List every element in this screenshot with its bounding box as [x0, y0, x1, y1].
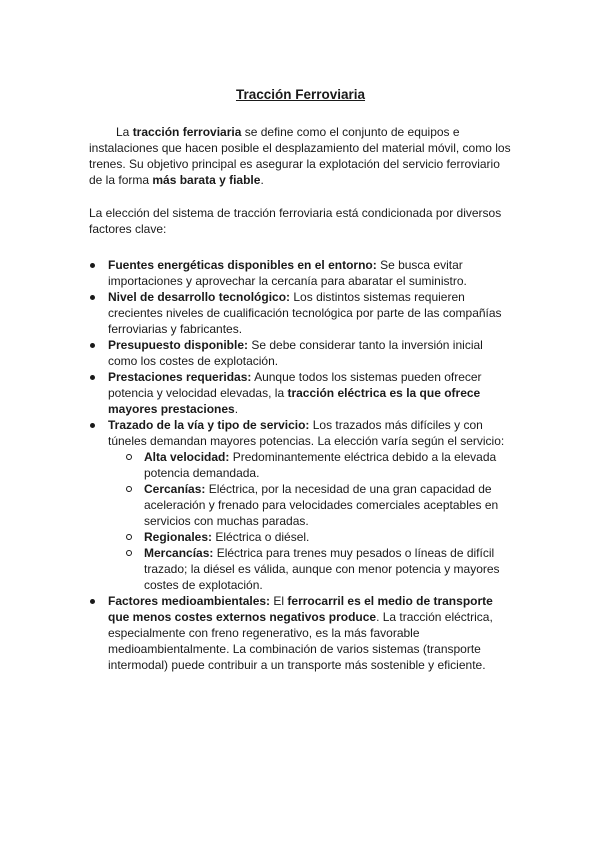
factor-text: Los distintos sistemas requieren crecientes niveles de cualificación tecnológica por parte de las compañías ferroviarias y fabricantes.: [108, 290, 502, 336]
service-label: Regionales:: [144, 530, 213, 544]
service-item-freight: [126, 545, 512, 593]
intro-bold-1: tracción ferroviaria: [132, 125, 242, 139]
factor-text: Se debe considerar tanto la inversión inicial como los costes de explotación.: [108, 338, 483, 368]
intro-paragraph: [89, 124, 512, 188]
factor-label: Nivel de desarrollo tecnológico:: [108, 290, 291, 304]
factor-bold: tracción eléctrica es la que ofrece mayores prestaciones: [108, 386, 481, 416]
factor-label: Fuentes energéticas disponibles en el entorno:: [108, 258, 377, 272]
page-title: Tracción Ferroviaria: [235, 87, 366, 102]
factor-bold: ferrocarril es el medio de transporte que menos costes externos negativos produce: [108, 594, 493, 624]
intro-bold-2: más barata y fiable: [152, 173, 261, 187]
service-text: Eléctrica para trenes muy pesados o líneas de difícil trazado; la diésel es válida, aunque con menor potencia y mayores costes de explotación.: [144, 546, 500, 592]
factor-label: Factores medioambientales:: [108, 594, 271, 608]
factor-label: Prestaciones requeridas:: [108, 370, 252, 384]
service-label: Alta velocidad:: [144, 450, 230, 464]
factor-item-route: [89, 417, 512, 593]
factors-list: [89, 257, 512, 673]
factor-text-end: .: [234, 402, 239, 416]
service-label: Mercancías:: [144, 546, 214, 560]
service-text: Eléctrica, por la necesidad de una gran capacidad de aceleración y frenado para velocidades comerciales aceptables en servicios con muchas paradas.: [144, 482, 499, 528]
factor-text: El: [270, 594, 288, 608]
service-text: Predominantemente eléctrica debido a la elevada potencia demandada.: [144, 450, 497, 480]
intro-text-2: se define como el conjunto de equipos e instalaciones que hacen posible el desplazamiento del material móvil, como los trenes. Su objetivo principal es asegurar la explotación del servicio ferroviario de la forma: [89, 125, 511, 187]
intro-text-3: .: [260, 173, 264, 187]
factor-item-energy: [89, 257, 512, 289]
service-item-regional: [126, 529, 512, 545]
factor-label: Trazado de la vía y tipo de servicio:: [108, 418, 310, 432]
factor-item-technology: [89, 289, 512, 337]
service-text: Eléctrica o diésel.: [212, 530, 310, 544]
factor-text-end: . La tracción eléctrica, especialmente con freno regenerativo, es la más favorable medioambientalmente. La combinación de varios sistemas (transporte intermodal) puede contribuir a un transporte más sostenible y eficiente.: [108, 610, 493, 672]
service-list: [108, 449, 512, 593]
lead-paragraph: La elección del sistema de tracción ferroviaria está condicionada por diversos factores clave:: [89, 206, 502, 236]
factor-text: Aunque todos los sistemas pueden ofrecer potencia y velocidad elevadas, la: [108, 370, 482, 400]
intro-text-1: La: [116, 125, 133, 139]
factor-label: Presupuesto disponible:: [108, 338, 249, 352]
factor-text: Los trazados más difíciles y con túneles demandan mayores potencias. La elección varía según el servicio:: [108, 418, 505, 448]
factor-item-budget: [89, 337, 512, 369]
factor-text: Se busca evitar importaciones y aprovechar la cercanía para abaratar el suministro.: [108, 258, 467, 288]
service-label: Cercanías:: [144, 482, 206, 496]
service-item-high-speed: [126, 449, 512, 481]
service-item-commuter: [126, 481, 512, 529]
factor-item-performance: [89, 369, 512, 417]
factor-item-environment: [89, 593, 512, 673]
